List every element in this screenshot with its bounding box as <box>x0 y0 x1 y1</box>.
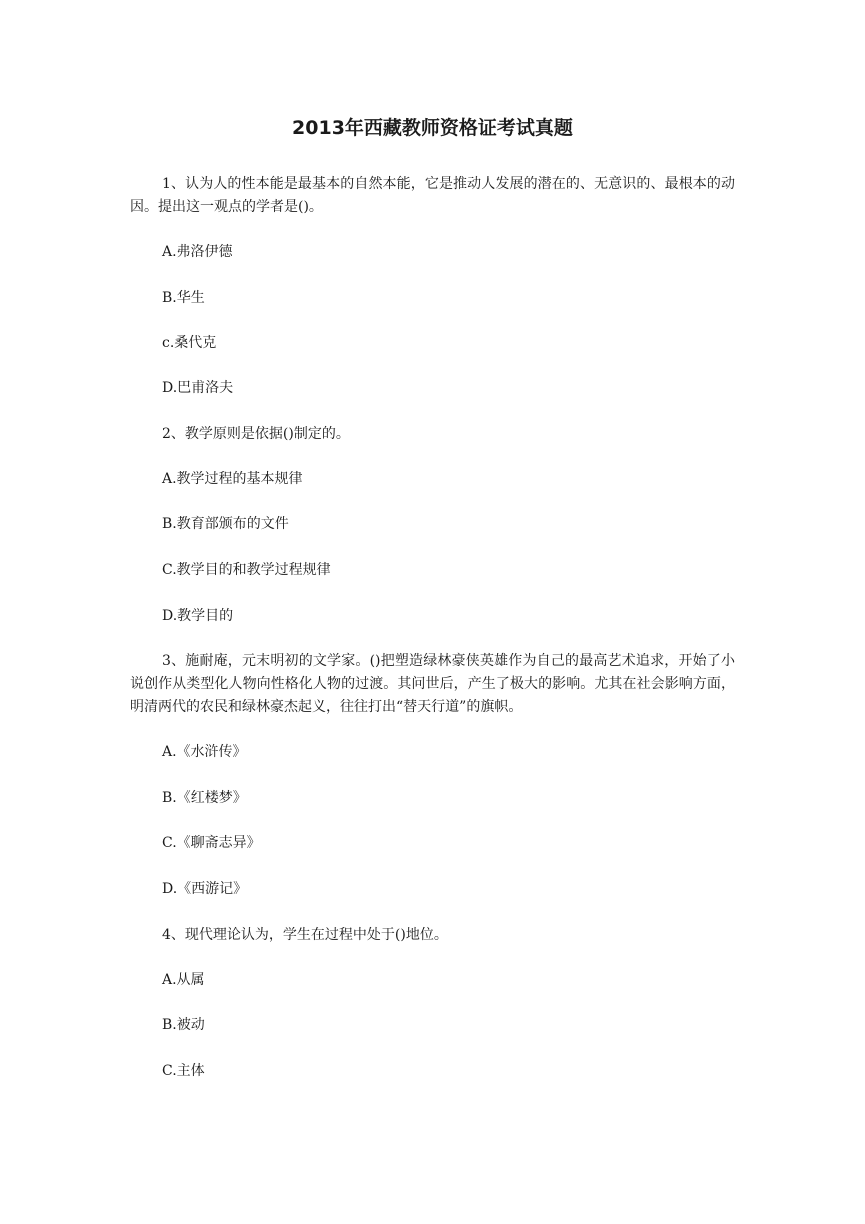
question-3-option-d: D.《西游记》 <box>162 881 248 897</box>
question-4-option-c: C.主体 <box>162 1063 205 1079</box>
question-3-stem: 3、施耐庵，元末明初的文学家。()把塑造绿林豪侠英雄作为自己的最高艺术追求，开始了小说创作从类型化人物向性格化人物的过渡。其问世后，产生了极大的影响。尤其在社会影响方面，明清两代的农民和绿林豪杰起义，往往打出“替天行道”的旗帜。 <box>130 653 735 715</box>
question-2-stem: 2、教学原则是依据()制定的。 <box>162 426 350 442</box>
question-4-stem: 4、现代理论认为，学生在过程中处于()地位。 <box>162 927 448 943</box>
question-2-option-b: B.教育部颁布的文件 <box>162 516 289 532</box>
question-4-option-b: B.被动 <box>162 1017 205 1033</box>
question-2-option-d: D.教学目的 <box>162 608 234 624</box>
question-1-option-a: A.弗洛伊德 <box>162 244 233 260</box>
question-3-option-c: C.《聊斋志异》 <box>162 835 261 851</box>
question-1-option-d: D.巴甫洛夫 <box>162 380 234 396</box>
document-title: 2013年西藏教师资格证考试真题 <box>292 117 573 139</box>
question-4-option-a: A.从属 <box>162 972 205 988</box>
question-1-stem: 1、认为人的性本能是最基本的自然本能，它是推动人发展的潜在的、无意识的、最根本的动因。提出这一观点的学者是()。 <box>130 176 735 215</box>
question-1-option-c: c.桑代克 <box>162 335 217 351</box>
question-3-option-b: B.《红楼梦》 <box>162 790 247 806</box>
question-1-option-b: B.华生 <box>162 290 205 306</box>
question-2-option-c: C.教学目的和教学过程规律 <box>162 562 331 578</box>
question-2-option-a: A.教学过程的基本规律 <box>162 471 303 487</box>
question-3-option-a: A.《水浒传》 <box>162 744 247 760</box>
